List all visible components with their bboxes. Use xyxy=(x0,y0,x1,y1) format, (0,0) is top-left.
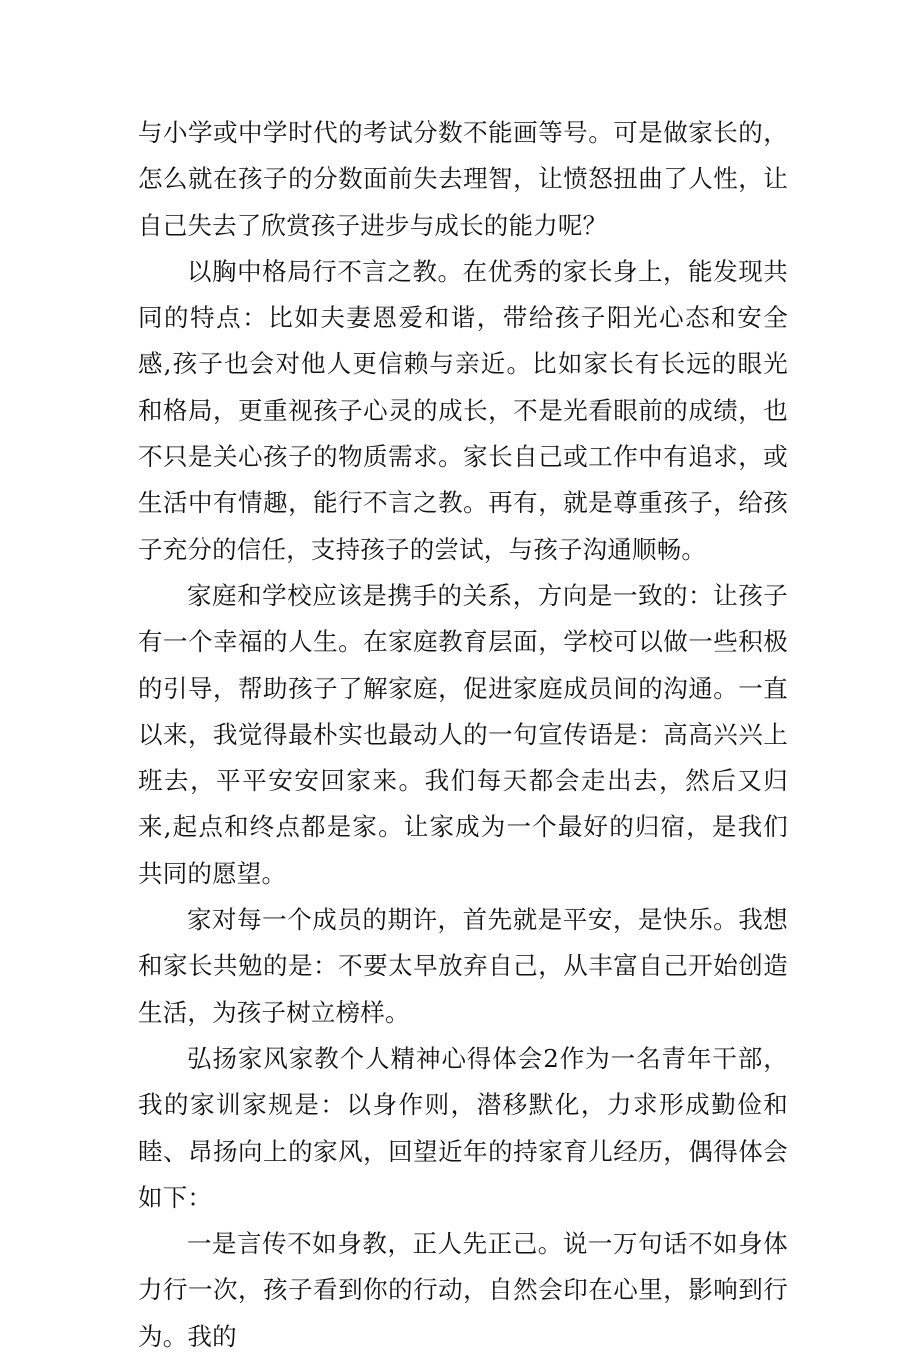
paragraph-3: 家庭和学校应该是携手的关系，方向是一致的：让孩子有一个幸福的人生。在家庭教育层面，学校可以做一些积极的引导，帮助孩子了解家庭，促进家庭成员间的沟通。一直以来，我觉得最朴实也最动人的一句宣传语是：高高兴兴上班去，平平安安回家来。我们每天都会走出去，然后又归来,起点和终点都是家。让家成为一个最好的归宿，是我们共同的愿望。 xyxy=(138,580,788,888)
paragraph-1: 与小学或中学时代的考试分数不能画等号。可是做家长的，怎么就在孩子的分数面前失去理智，让愤怒扭曲了人性，让自己失去了欣赏孩子进步与成长的能力呢？ xyxy=(138,118,788,240)
paragraph-6: 一是言传不如身教，正人先正己。说一万句话不如身体力行一次，孩子看到你的行动，自然会印在心里，影响到行为。我的 xyxy=(138,1229,788,1351)
document-body xyxy=(138,110,788,1360)
paragraph-2: 以胸中格局行不言之教。在优秀的家长身上，能发现共同的特点：比如夫妻恩爱和谐，带给孩子阳光心态和安全感,孩子也会对他人更信赖与亲近。比如家长有长远的眼光和格局，更重视孩子心灵的成长，不是光看眼前的成绩，也不只是关心孩子的物质需求。家长自己或工作中有追求，或生活中有情趣，能行不言之教。再有，就是尊重孩子，给孩子充分的信任，支持孩子的尝试，与孩子沟通顺畅。 xyxy=(138,256,788,564)
paragraph-4: 家对每一个成员的期许，首先就是平安，是快乐。我想和家长共勉的是：不要太早放弃自己，从丰富自己开始创造生活，为孩子树立榜样。 xyxy=(138,905,788,1027)
paragraph-5: 弘扬家风家教个人精神心得体会2作为一名青年干部，我的家训家规是：以身作则，潜移默化，力求形成勤俭和睦、昂扬向上的家风，回望近年的持家育儿经历，偶得体会如下： xyxy=(138,1043,788,1212)
